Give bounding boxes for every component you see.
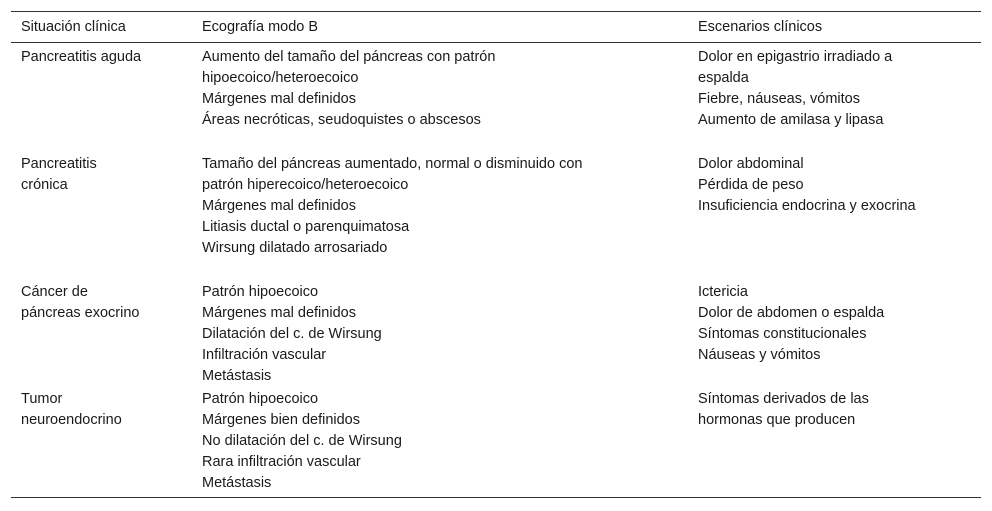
cell-ecografia-line: Litiasis ductal o parenquimatosa xyxy=(202,219,410,235)
cell-ecografia-line: Patrón hipoecoico xyxy=(202,284,319,300)
table-row xyxy=(11,389,981,498)
table-row xyxy=(11,282,981,389)
cell-escenarios-line: Pérdida de peso xyxy=(698,177,804,193)
cell-escenarios xyxy=(688,43,981,155)
cell-ecografia-line: Wirsung dilatado arrosariado xyxy=(202,240,388,256)
cell-ecografia-line: No dilatación del c. de Wirsung xyxy=(202,433,402,449)
header-row xyxy=(11,12,981,43)
cell-escenarios-line: espalda xyxy=(698,70,749,86)
header-situacion: Situación clínica xyxy=(21,19,126,35)
table-header xyxy=(11,12,981,43)
table-row xyxy=(11,43,981,155)
cell-situacion xyxy=(11,43,192,155)
cell-escenarios-line: Dolor de abdomen o espalda xyxy=(698,305,885,321)
cell-situacion-line: neuroendocrino xyxy=(21,412,122,428)
cell-ecografia xyxy=(192,389,688,498)
cell-ecografia-line: Aumento del tamaño del páncreas con patrón xyxy=(202,49,496,65)
cell-ecografia-line: Márgenes mal definidos xyxy=(202,198,356,214)
cell-escenarios-line: Ictericia xyxy=(698,284,748,300)
cell-ecografia xyxy=(192,282,688,389)
cell-ecografia xyxy=(192,43,688,155)
cell-ecografia-line: Tamaño del páncreas aumentado, normal o disminuido con xyxy=(202,156,583,172)
cell-ecografia xyxy=(192,154,688,282)
header-ecografia: Ecografía modo B xyxy=(202,19,319,35)
table-body xyxy=(11,43,981,498)
cell-ecografia-line: hipoecoico/heteroecoico xyxy=(202,70,359,86)
cell-escenarios xyxy=(688,389,981,498)
cell-escenarios-line: Dolor en epigastrio irradiado a xyxy=(698,49,893,65)
clinical-table-container xyxy=(11,11,981,498)
cell-escenarios-line: Síntomas derivados de las xyxy=(698,391,869,407)
cell-escenarios-line: Aumento de amilasa y lipasa xyxy=(698,112,884,128)
cell-escenarios-line: Síntomas constitucionales xyxy=(698,326,867,342)
cell-situacion xyxy=(11,154,192,282)
cell-escenarios-line: Náuseas y vómitos xyxy=(698,347,821,363)
cell-situacion-line: Pancreatitis aguda xyxy=(21,49,142,65)
cell-escenarios-line: Fiebre, náuseas, vómitos xyxy=(698,91,860,107)
cell-ecografia-line: Márgenes bien definidos xyxy=(202,412,360,428)
cell-ecografia-line: Márgenes mal definidos xyxy=(202,91,356,107)
cell-situacion-line: Cáncer de xyxy=(21,284,88,300)
cell-escenarios xyxy=(688,154,981,282)
cell-situacion xyxy=(11,389,192,498)
cell-situacion-line: Tumor xyxy=(21,391,63,407)
cell-ecografia-line: Áreas necróticas, seudoquistes o abscesos xyxy=(202,112,481,128)
cell-situacion-line: Pancreatitis xyxy=(21,156,97,172)
cell-situacion xyxy=(11,282,192,389)
cell-ecografia-line: Rara infiltración vascular xyxy=(202,454,361,470)
cell-escenarios xyxy=(688,282,981,389)
cell-ecografia-line: Patrón hipoecoico xyxy=(202,391,319,407)
table-row xyxy=(11,154,981,282)
clinical-table xyxy=(11,11,981,498)
cell-situacion-line: páncreas exocrino xyxy=(21,305,140,321)
cell-escenarios-line: hormonas que producen xyxy=(698,412,856,428)
cell-ecografia-line: Metástasis xyxy=(202,475,272,491)
cell-escenarios-line: Dolor abdominal xyxy=(698,156,804,172)
cell-situacion-line: crónica xyxy=(21,177,68,193)
header-escenarios: Escenarios clínicos xyxy=(698,19,823,35)
cell-ecografia-line: Dilatación del c. de Wirsung xyxy=(202,326,382,342)
cell-ecografia-line: Infiltración vascular xyxy=(202,347,327,363)
cell-escenarios-line: Insuficiencia endocrina y exocrina xyxy=(698,198,916,214)
cell-ecografia-line: patrón hiperecoico/heteroecoico xyxy=(202,177,409,193)
cell-ecografia-line: Metástasis xyxy=(202,368,272,384)
cell-ecografia-line: Márgenes mal definidos xyxy=(202,305,356,321)
